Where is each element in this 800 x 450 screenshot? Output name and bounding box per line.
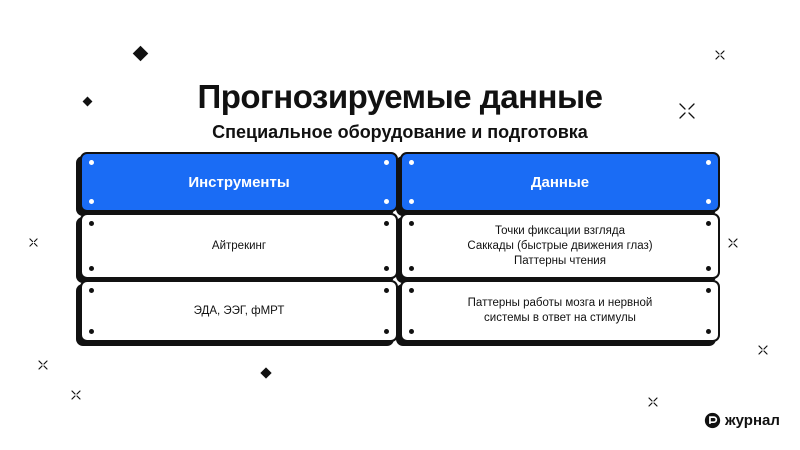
sparkle-icon: [758, 345, 768, 355]
header-label: Инструменты: [188, 173, 290, 191]
cell-text: Паттерны работы мозга и нервной системы в ответ на стимулы: [467, 297, 653, 324]
journal-logo-text: журнал: [725, 412, 780, 429]
table-cell: [400, 280, 720, 342]
table-header-tools: [80, 152, 398, 212]
journal-logo[interactable]: [704, 412, 780, 429]
header-label: Данные: [530, 173, 590, 191]
cell-text: ЭДА, ЭЭГ, фМРТ: [193, 304, 285, 317]
cell-text: Айтрекинг: [211, 239, 267, 252]
sparkle-icon: [648, 397, 658, 407]
sparkle-icon: [29, 238, 38, 247]
diamond-icon: [260, 367, 271, 378]
sparkle-icon: [71, 390, 81, 400]
table-cell: [80, 280, 398, 342]
page-subtitle: Специальное оборудование и подготовка: [212, 122, 588, 142]
page-title: Прогнозируемые данные: [197, 78, 603, 115]
sparkle-icon: [38, 360, 48, 370]
sparkle-icon: [678, 102, 696, 120]
table-cell: [400, 213, 720, 279]
table-cell: [80, 213, 398, 279]
sparkle-icon: [728, 238, 738, 248]
cell-text: Точки фиксации взгляда Саккады (быстрые движения глаз) Паттерны чтения: [467, 224, 653, 267]
table-header-data: [400, 152, 720, 212]
sparkle-icon: [715, 50, 725, 60]
diamond-icon: [133, 46, 149, 62]
journal-logo-icon: [704, 412, 721, 429]
